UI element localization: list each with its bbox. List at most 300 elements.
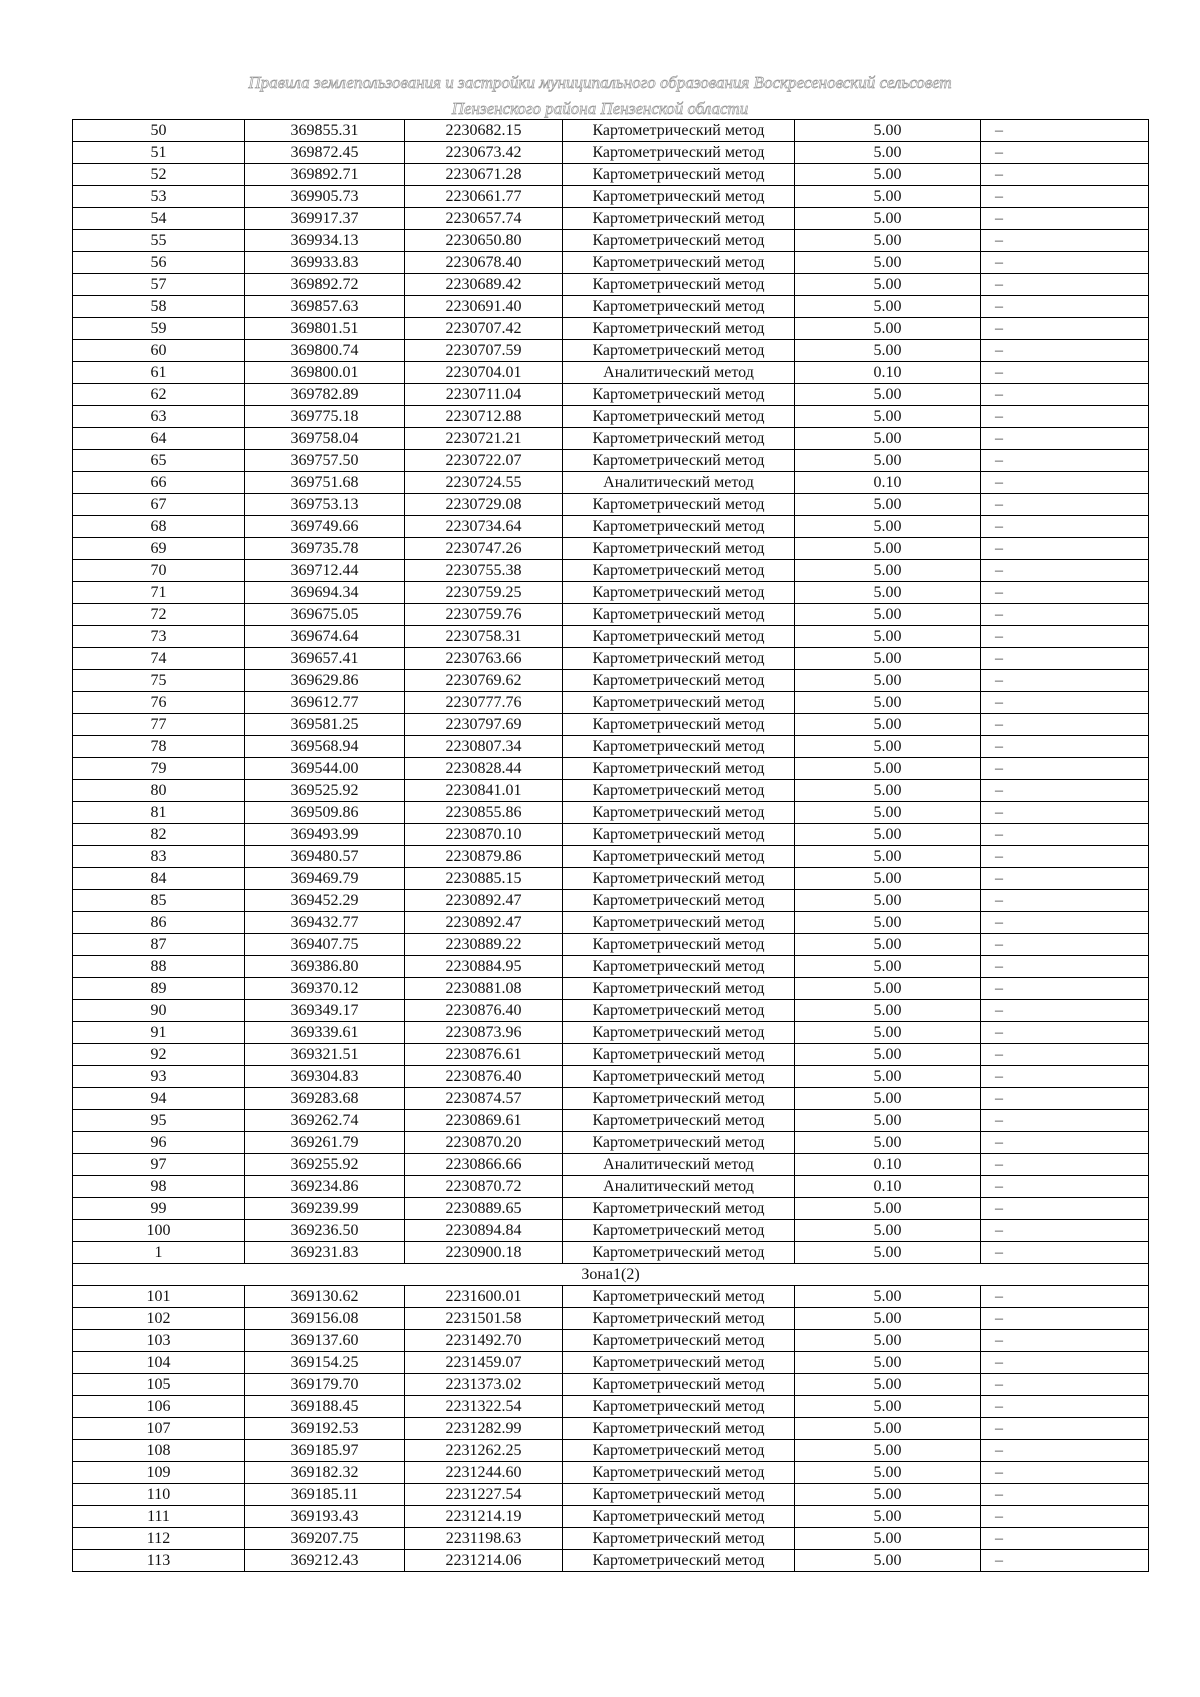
table-row: [73, 274, 1149, 296]
accuracy-cell: 5.00: [795, 1066, 981, 1088]
point-number-cell: 50: [73, 120, 245, 142]
point-number-cell: 76: [73, 692, 245, 714]
x-coordinate-cell: 369304.83: [245, 1066, 405, 1088]
y-coordinate-cell: 2230870.10: [405, 824, 563, 846]
point-number-cell: 82: [73, 824, 245, 846]
accuracy-cell: 5.00: [795, 1352, 981, 1374]
y-coordinate-cell: 2231214.06: [405, 1550, 563, 1572]
accuracy-cell: 5.00: [795, 560, 981, 582]
note-cell: –: [981, 582, 1149, 604]
method-cell: Картометрический метод: [563, 164, 795, 186]
x-coordinate-cell: 369782.89: [245, 384, 405, 406]
method-cell: Картометрический метод: [563, 120, 795, 142]
x-coordinate-cell: 369749.66: [245, 516, 405, 538]
y-coordinate-cell: 2231198.63: [405, 1528, 563, 1550]
accuracy-cell: 5.00: [795, 384, 981, 406]
table-row: [73, 208, 1149, 230]
accuracy-cell: 5.00: [795, 186, 981, 208]
x-coordinate-cell: 369207.75: [245, 1528, 405, 1550]
note-cell: –: [981, 1088, 1149, 1110]
point-number-cell: 73: [73, 626, 245, 648]
method-cell: Картометрический метод: [563, 1330, 795, 1352]
x-coordinate-cell: 369629.86: [245, 670, 405, 692]
table-row: [73, 978, 1149, 1000]
point-number-cell: 72: [73, 604, 245, 626]
x-coordinate-cell: 369261.79: [245, 1132, 405, 1154]
table-row: [73, 1528, 1149, 1550]
accuracy-cell: 5.00: [795, 1110, 981, 1132]
accuracy-cell: 5.00: [795, 516, 981, 538]
y-coordinate-cell: 2230712.88: [405, 406, 563, 428]
y-coordinate-cell: 2230874.57: [405, 1088, 563, 1110]
header-line-1: Правила землепользования и застройки муниципального образования Воскресеновский сельсовет: [248, 73, 952, 92]
y-coordinate-cell: 2230894.84: [405, 1220, 563, 1242]
method-cell: Картометрический метод: [563, 934, 795, 956]
method-cell: Картометрический метод: [563, 1132, 795, 1154]
point-number-cell: 88: [73, 956, 245, 978]
note-cell: –: [981, 1550, 1149, 1572]
point-number-cell: 1: [73, 1242, 245, 1264]
accuracy-cell: 5.00: [795, 538, 981, 560]
y-coordinate-cell: 2230729.08: [405, 494, 563, 516]
table-row: [73, 494, 1149, 516]
table-row: [73, 956, 1149, 978]
y-coordinate-cell: 2230892.47: [405, 912, 563, 934]
x-coordinate-cell: 369154.25: [245, 1352, 405, 1374]
method-cell: Картометрический метод: [563, 626, 795, 648]
y-coordinate-cell: 2230885.15: [405, 868, 563, 890]
accuracy-cell: 5.00: [795, 142, 981, 164]
accuracy-cell: 5.00: [795, 714, 981, 736]
point-number-cell: 80: [73, 780, 245, 802]
point-number-cell: 89: [73, 978, 245, 1000]
y-coordinate-cell: 2231459.07: [405, 1352, 563, 1374]
table-row: [73, 824, 1149, 846]
note-cell: –: [981, 1352, 1149, 1374]
table-row: [73, 912, 1149, 934]
point-number-cell: 94: [73, 1088, 245, 1110]
x-coordinate-cell: 369753.13: [245, 494, 405, 516]
note-cell: –: [981, 428, 1149, 450]
note-cell: –: [981, 560, 1149, 582]
point-number-cell: 67: [73, 494, 245, 516]
note-cell: –: [981, 208, 1149, 230]
point-number-cell: 111: [73, 1506, 245, 1528]
table-row: [73, 802, 1149, 824]
method-cell: Картометрический метод: [563, 252, 795, 274]
note-cell: –: [981, 1044, 1149, 1066]
table-row: [73, 1066, 1149, 1088]
point-number-cell: 79: [73, 758, 245, 780]
x-coordinate-cell: 369675.05: [245, 604, 405, 626]
accuracy-cell: 5.00: [795, 274, 981, 296]
zone-separator: [73, 1264, 1149, 1286]
note-cell: –: [981, 912, 1149, 934]
y-coordinate-cell: 2230755.38: [405, 560, 563, 582]
method-cell: Картометрический метод: [563, 1374, 795, 1396]
note-cell: –: [981, 802, 1149, 824]
method-cell: Картометрический метод: [563, 1308, 795, 1330]
point-number-cell: 68: [73, 516, 245, 538]
method-cell: Картометрический метод: [563, 230, 795, 252]
point-number-cell: 71: [73, 582, 245, 604]
method-cell: Картометрический метод: [563, 1000, 795, 1022]
y-coordinate-cell: 2230892.47: [405, 890, 563, 912]
point-number-cell: 52: [73, 164, 245, 186]
y-coordinate-cell: 2230759.25: [405, 582, 563, 604]
x-coordinate-cell: 369212.43: [245, 1550, 405, 1572]
table-row: [73, 626, 1149, 648]
table-row: [73, 1110, 1149, 1132]
x-coordinate-cell: 369480.57: [245, 846, 405, 868]
table-row: [73, 890, 1149, 912]
table-row: [73, 692, 1149, 714]
table-row: [73, 648, 1149, 670]
zone-row: [73, 1264, 1149, 1286]
x-coordinate-cell: 369751.68: [245, 472, 405, 494]
x-coordinate-cell: 369339.61: [245, 1022, 405, 1044]
accuracy-cell: 5.00: [795, 1440, 981, 1462]
x-coordinate-cell: 369757.50: [245, 450, 405, 472]
note-cell: –: [981, 758, 1149, 780]
x-coordinate-cell: 369657.41: [245, 648, 405, 670]
accuracy-cell: 5.00: [795, 1374, 981, 1396]
note-cell: –: [981, 252, 1149, 274]
x-coordinate-cell: 369509.86: [245, 802, 405, 824]
note-cell: –: [981, 604, 1149, 626]
y-coordinate-cell: 2230682.15: [405, 120, 563, 142]
y-coordinate-cell: 2230828.44: [405, 758, 563, 780]
method-cell: Картометрический метод: [563, 1198, 795, 1220]
y-coordinate-cell: 2230707.59: [405, 340, 563, 362]
y-coordinate-cell: 2230807.34: [405, 736, 563, 758]
method-cell: Картометрический метод: [563, 802, 795, 824]
table-row: [73, 582, 1149, 604]
y-coordinate-cell: 2230876.40: [405, 1066, 563, 1088]
point-number-cell: 62: [73, 384, 245, 406]
note-cell: –: [981, 956, 1149, 978]
note-cell: –: [981, 736, 1149, 758]
accuracy-cell: 5.00: [795, 758, 981, 780]
method-cell: Картометрический метод: [563, 384, 795, 406]
table-row: [73, 252, 1149, 274]
note-cell: –: [981, 692, 1149, 714]
table-row: [73, 1484, 1149, 1506]
point-number-cell: 64: [73, 428, 245, 450]
x-coordinate-cell: 369386.80: [245, 956, 405, 978]
x-coordinate-cell: 369432.77: [245, 912, 405, 934]
x-coordinate-cell: 369185.11: [245, 1484, 405, 1506]
table-row: [73, 1242, 1149, 1264]
point-number-cell: 58: [73, 296, 245, 318]
x-coordinate-cell: 369775.18: [245, 406, 405, 428]
note-cell: –: [981, 824, 1149, 846]
x-coordinate-cell: 369525.92: [245, 780, 405, 802]
point-number-cell: 112: [73, 1528, 245, 1550]
table-row: [73, 1330, 1149, 1352]
accuracy-cell: 0.10: [795, 1154, 981, 1176]
y-coordinate-cell: 2230889.22: [405, 934, 563, 956]
y-coordinate-cell: 2230873.96: [405, 1022, 563, 1044]
note-cell: –: [981, 494, 1149, 516]
accuracy-cell: 5.00: [795, 736, 981, 758]
accuracy-cell: 5.00: [795, 802, 981, 824]
note-cell: –: [981, 186, 1149, 208]
y-coordinate-cell: 2230879.86: [405, 846, 563, 868]
method-cell: Картометрический метод: [563, 340, 795, 362]
accuracy-cell: 5.00: [795, 978, 981, 1000]
point-number-cell: 57: [73, 274, 245, 296]
point-number-cell: 113: [73, 1550, 245, 1572]
table-row: [73, 560, 1149, 582]
table-row: [73, 846, 1149, 868]
table-row: [73, 736, 1149, 758]
table-row: [73, 1132, 1149, 1154]
note-cell: –: [981, 318, 1149, 340]
y-coordinate-cell: 2230707.42: [405, 318, 563, 340]
method-cell: Картометрический метод: [563, 1550, 795, 1572]
x-coordinate-cell: 369568.94: [245, 736, 405, 758]
method-cell: Картометрический метод: [563, 1484, 795, 1506]
method-cell: Аналитический метод: [563, 472, 795, 494]
point-number-cell: 63: [73, 406, 245, 428]
note-cell: –: [981, 1000, 1149, 1022]
point-number-cell: 103: [73, 1330, 245, 1352]
y-coordinate-cell: 2231262.25: [405, 1440, 563, 1462]
method-cell: Картометрический метод: [563, 692, 795, 714]
accuracy-cell: 5.00: [795, 296, 981, 318]
accuracy-cell: 5.00: [795, 626, 981, 648]
point-number-cell: 85: [73, 890, 245, 912]
method-cell: Картометрический метод: [563, 318, 795, 340]
table-row: [73, 1220, 1149, 1242]
method-cell: Картометрический метод: [563, 1396, 795, 1418]
method-cell: Картометрический метод: [563, 1044, 795, 1066]
y-coordinate-cell: 2230711.04: [405, 384, 563, 406]
coordinates-table: [72, 119, 1149, 1572]
table-row: [73, 1550, 1149, 1572]
point-number-cell: 60: [73, 340, 245, 362]
point-number-cell: 55: [73, 230, 245, 252]
x-coordinate-cell: 369612.77: [245, 692, 405, 714]
x-coordinate-cell: 369493.99: [245, 824, 405, 846]
method-cell: Картометрический метод: [563, 516, 795, 538]
point-number-cell: 51: [73, 142, 245, 164]
y-coordinate-cell: 2230869.61: [405, 1110, 563, 1132]
method-cell: Картометрический метод: [563, 428, 795, 450]
point-number-cell: 56: [73, 252, 245, 274]
note-cell: –: [981, 1220, 1149, 1242]
method-cell: Картометрический метод: [563, 1418, 795, 1440]
note-cell: –: [981, 1066, 1149, 1088]
point-number-cell: 107: [73, 1418, 245, 1440]
note-cell: –: [981, 1286, 1149, 1308]
note-cell: –: [981, 1418, 1149, 1440]
y-coordinate-cell: 2231282.99: [405, 1418, 563, 1440]
y-coordinate-cell: 2230870.72: [405, 1176, 563, 1198]
note-cell: –: [981, 780, 1149, 802]
accuracy-cell: 5.00: [795, 1462, 981, 1484]
accuracy-cell: 5.00: [795, 1308, 981, 1330]
method-cell: Картометрический метод: [563, 956, 795, 978]
table-row: [73, 516, 1149, 538]
table-row: [73, 1308, 1149, 1330]
accuracy-cell: 5.00: [795, 890, 981, 912]
accuracy-cell: 5.00: [795, 604, 981, 626]
table-row: [73, 758, 1149, 780]
method-cell: Картометрический метод: [563, 714, 795, 736]
note-cell: –: [981, 516, 1149, 538]
x-coordinate-cell: 369283.68: [245, 1088, 405, 1110]
x-coordinate-cell: 369185.97: [245, 1440, 405, 1462]
table-row: [73, 472, 1149, 494]
y-coordinate-cell: 2230763.66: [405, 648, 563, 670]
x-coordinate-cell: 369712.44: [245, 560, 405, 582]
method-cell: Аналитический метод: [563, 362, 795, 384]
x-coordinate-cell: 369130.62: [245, 1286, 405, 1308]
accuracy-cell: 5.00: [795, 1022, 981, 1044]
accuracy-cell: 5.00: [795, 824, 981, 846]
note-cell: –: [981, 340, 1149, 362]
method-cell: Картометрический метод: [563, 560, 795, 582]
note-cell: –: [981, 1308, 1149, 1330]
point-number-cell: 102: [73, 1308, 245, 1330]
note-cell: –: [981, 1198, 1149, 1220]
accuracy-cell: 5.00: [795, 1330, 981, 1352]
table-row: [73, 1286, 1149, 1308]
table-row: [73, 318, 1149, 340]
x-coordinate-cell: 369234.86: [245, 1176, 405, 1198]
accuracy-cell: 5.00: [795, 340, 981, 362]
x-coordinate-cell: 369801.51: [245, 318, 405, 340]
note-cell: –: [981, 472, 1149, 494]
table-row: [73, 780, 1149, 802]
accuracy-cell: 5.00: [795, 670, 981, 692]
note-cell: –: [981, 648, 1149, 670]
method-cell: Картометрический метод: [563, 1286, 795, 1308]
y-coordinate-cell: 2230876.40: [405, 1000, 563, 1022]
zone-label: Зона1(2): [73, 1264, 1149, 1286]
note-cell: –: [981, 296, 1149, 318]
table-row: [73, 1440, 1149, 1462]
y-coordinate-cell: 2231373.02: [405, 1374, 563, 1396]
point-number-cell: 53: [73, 186, 245, 208]
note-cell: –: [981, 670, 1149, 692]
accuracy-cell: 5.00: [795, 780, 981, 802]
point-number-cell: 100: [73, 1220, 245, 1242]
table-row: [73, 1396, 1149, 1418]
method-cell: Картометрический метод: [563, 1088, 795, 1110]
y-coordinate-cell: 2230724.55: [405, 472, 563, 494]
accuracy-cell: 5.00: [795, 406, 981, 428]
y-coordinate-cell: 2230758.31: [405, 626, 563, 648]
note-cell: –: [981, 1132, 1149, 1154]
note-cell: –: [981, 1506, 1149, 1528]
point-number-cell: 75: [73, 670, 245, 692]
accuracy-cell: 5.00: [795, 1000, 981, 1022]
y-coordinate-cell: 2230841.01: [405, 780, 563, 802]
y-coordinate-cell: 2230734.64: [405, 516, 563, 538]
point-number-cell: 87: [73, 934, 245, 956]
page-header: [150, 70, 1050, 122]
y-coordinate-cell: 2230721.21: [405, 428, 563, 450]
note-cell: –: [981, 626, 1149, 648]
note-cell: –: [981, 1484, 1149, 1506]
y-coordinate-cell: 2231322.54: [405, 1396, 563, 1418]
accuracy-cell: 5.00: [795, 648, 981, 670]
accuracy-cell: 5.00: [795, 934, 981, 956]
accuracy-cell: 5.00: [795, 318, 981, 340]
method-cell: Картометрический метод: [563, 648, 795, 670]
x-coordinate-cell: 369182.32: [245, 1462, 405, 1484]
x-coordinate-cell: 369137.60: [245, 1330, 405, 1352]
accuracy-cell: 5.00: [795, 1418, 981, 1440]
y-coordinate-cell: 2230650.80: [405, 230, 563, 252]
point-number-cell: 77: [73, 714, 245, 736]
point-number-cell: 69: [73, 538, 245, 560]
point-number-cell: 70: [73, 560, 245, 582]
point-number-cell: 105: [73, 1374, 245, 1396]
header-line-2: Пензенского района Пензенской области: [451, 99, 749, 118]
y-coordinate-cell: 2230797.69: [405, 714, 563, 736]
accuracy-cell: 5.00: [795, 1396, 981, 1418]
point-number-cell: 108: [73, 1440, 245, 1462]
x-coordinate-cell: 369933.83: [245, 252, 405, 274]
note-cell: –: [981, 362, 1149, 384]
y-coordinate-cell: 2230673.42: [405, 142, 563, 164]
method-cell: Картометрический метод: [563, 1220, 795, 1242]
x-coordinate-cell: 369192.53: [245, 1418, 405, 1440]
y-coordinate-cell: 2230884.95: [405, 956, 563, 978]
accuracy-cell: 5.00: [795, 1506, 981, 1528]
table-row: [73, 1176, 1149, 1198]
y-coordinate-cell: 2230881.08: [405, 978, 563, 1000]
method-cell: Картометрический метод: [563, 868, 795, 890]
note-cell: –: [981, 1330, 1149, 1352]
y-coordinate-cell: 2230759.76: [405, 604, 563, 626]
table-row: [73, 1088, 1149, 1110]
accuracy-cell: 5.00: [795, 1242, 981, 1264]
y-coordinate-cell: 2230889.65: [405, 1198, 563, 1220]
table-row: [73, 362, 1149, 384]
x-coordinate-cell: 369156.08: [245, 1308, 405, 1330]
method-cell: Картометрический метод: [563, 846, 795, 868]
y-coordinate-cell: 2231214.19: [405, 1506, 563, 1528]
method-cell: Картометрический метод: [563, 1352, 795, 1374]
method-cell: Картометрический метод: [563, 604, 795, 626]
method-cell: Картометрический метод: [563, 978, 795, 1000]
x-coordinate-cell: 369469.79: [245, 868, 405, 890]
note-cell: –: [981, 846, 1149, 868]
point-number-cell: 109: [73, 1462, 245, 1484]
point-number-cell: 97: [73, 1154, 245, 1176]
note-cell: –: [981, 1154, 1149, 1176]
table-row: [73, 1374, 1149, 1396]
accuracy-cell: 5.00: [795, 1044, 981, 1066]
method-cell: Картометрический метод: [563, 538, 795, 560]
point-number-cell: 98: [73, 1176, 245, 1198]
table-body-a: [73, 120, 1149, 1264]
x-coordinate-cell: 369735.78: [245, 538, 405, 560]
note-cell: –: [981, 1440, 1149, 1462]
table-row: [73, 450, 1149, 472]
method-cell: Картометрический метод: [563, 912, 795, 934]
point-number-cell: 86: [73, 912, 245, 934]
accuracy-cell: 5.00: [795, 1484, 981, 1506]
note-cell: –: [981, 538, 1149, 560]
table-row: [73, 164, 1149, 186]
method-cell: Картометрический метод: [563, 494, 795, 516]
